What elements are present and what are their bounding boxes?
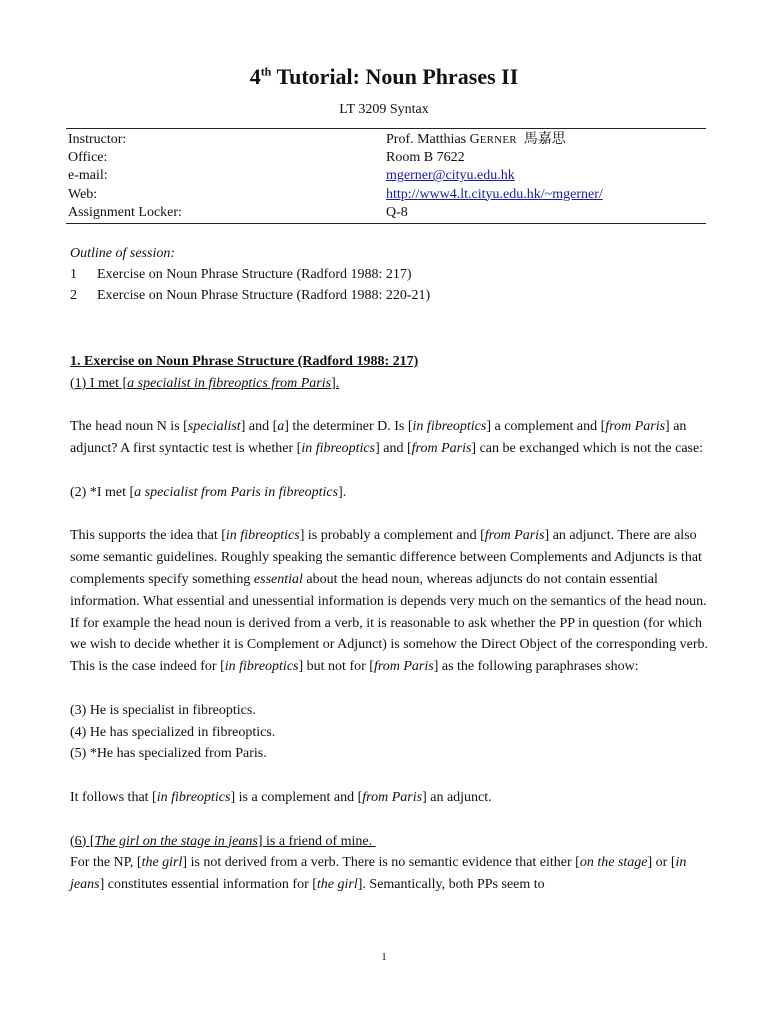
text: ] and [ [240, 419, 278, 435]
term: in fibreoptics [225, 528, 300, 544]
example-text: ]. [338, 484, 347, 500]
example-4: (4) He has specialized in fibreoptics. [70, 724, 276, 740]
example-text: ] is a friend of mine. [257, 833, 376, 849]
term: the girl [141, 855, 183, 871]
term: in fibreoptics [301, 441, 376, 457]
term: a [277, 419, 285, 435]
email-label: e-mail: [68, 168, 108, 184]
spacer [70, 678, 710, 700]
text: ] can be exchanged which is not the case: [471, 441, 704, 457]
example-5: (5) *He has specialized from Paris. [70, 746, 267, 762]
text: ] or [ [647, 855, 676, 871]
main-content [70, 351, 710, 896]
text: This supports the idea that [ [70, 528, 226, 544]
instructor-surname-smallcaps: ERNER [479, 134, 517, 146]
web-label: Web: [68, 186, 98, 202]
spacer [70, 809, 710, 831]
section-heading: 1. Exercise on Noun Phrase Structure (Radford 1988: 217) [70, 354, 419, 369]
outline-heading: Outline of session: [70, 246, 175, 261]
spacer [70, 765, 710, 787]
email-row [66, 167, 706, 185]
outline-item [70, 264, 710, 285]
web-row [66, 186, 706, 204]
term: the girl [316, 877, 358, 893]
term: in jeans [70, 855, 687, 893]
example-phrase: a specialist in fibreoptics from Paris [127, 375, 332, 391]
course-info-table [66, 128, 706, 224]
spacer [70, 504, 710, 526]
term: essential [253, 571, 303, 587]
page-number: 1 [381, 951, 387, 963]
example-phrase: a specialist from Paris in fibreoptics [134, 484, 339, 500]
email-link[interactable]: mgerner@cityu.edu.hk [386, 168, 515, 184]
text: For the NP, [ [70, 855, 142, 871]
title-superscript: th [260, 64, 272, 79]
text: ] and [ [375, 441, 412, 457]
term: from Paris [411, 441, 472, 457]
paragraph-2 [70, 525, 710, 678]
example-text: (1) I met [ [70, 375, 128, 391]
text: ]. Semantically, both PPs seem to [357, 877, 545, 893]
text: ] the determiner D. Is [ [284, 419, 413, 435]
paragraph-1 [70, 416, 710, 460]
text: ] is a complement and [ [230, 789, 363, 805]
spacer [70, 395, 710, 417]
term: in fibreoptics [224, 659, 299, 675]
outline-item-text: Exercise on Noun Phrase Structure (Radford 1988: 220-21) [97, 288, 431, 303]
text: about the head noun, whereas adjuncts do not contain essential information. What essential and unessential information is depends very much on the semantics of the head noun. If for example the head noun is derived from a verb, it is reasonable to ask whether the PP in question (for which we wish to decide whether it is Complement or Adjunct) is somehow the Direct Object of the corresponding verb. This is the case indeed for [ [70, 571, 709, 675]
locker-label: Assignment Locker: [68, 204, 182, 220]
locker-row [66, 204, 706, 222]
course-code: LT 3209 Syntax [339, 102, 429, 117]
term: in fibreoptics [412, 419, 487, 435]
office-row [66, 149, 706, 167]
text: ] as the following paraphrases show: [433, 659, 639, 675]
paragraph-4 [70, 852, 710, 896]
text: It follows that [ [70, 789, 157, 805]
office-label: Office: [68, 150, 108, 166]
instructor-value [386, 131, 706, 149]
text: ] an adjunct. There are also some semantic guidelines. Roughly speaking the semantic difference between Complements and Adjuncts is that complements specify something [70, 528, 702, 587]
text: ] is not derived from a verb. There is no semantic evidence that either [ [182, 855, 580, 871]
title-text: Tutorial: Noun Phrases II [271, 64, 519, 89]
outline-item-number: 1 [70, 267, 77, 282]
example-6 [70, 831, 710, 853]
outline-item-text: Exercise on Noun Phrase Structure (Radford 1988: 217) [97, 267, 412, 282]
page-title [0, 62, 768, 92]
locker-value: Q-8 [386, 204, 408, 220]
text: ] but not for [ [298, 659, 374, 675]
example-text: ]. [331, 375, 340, 391]
instructor-label: Instructor: [68, 132, 127, 147]
paragraph-3 [70, 787, 710, 809]
instructor-row [66, 131, 706, 149]
term: from Paris [484, 528, 545, 544]
title-number: 4 [249, 64, 261, 89]
example-text: (2) *I met [ [70, 484, 135, 500]
example-phrase: The girl on the stage in jeans [94, 833, 258, 849]
term: from Paris [362, 789, 423, 805]
text: The head noun N is [ [70, 419, 188, 435]
outline-item-number: 2 [70, 288, 77, 303]
text: ] an adjunct. [422, 789, 492, 805]
term: in fibreoptics [156, 789, 231, 805]
term: from Paris [605, 419, 666, 435]
office-value: Room B 7622 [386, 150, 465, 166]
term: from Paris [373, 659, 434, 675]
instructor-chinese-name: 馬嘉思 [523, 132, 566, 147]
session-outline [70, 243, 710, 306]
text: ] is probably a complement and [ [299, 528, 485, 544]
term: on the stage [579, 855, 648, 871]
instructor-name: Prof. Matthias G [386, 132, 480, 147]
spacer [70, 460, 710, 482]
example-3: (3) He is specialist in fibreoptics. [70, 702, 256, 718]
text: ] constitutes essential information for [ [99, 877, 317, 893]
term: specialist [187, 419, 241, 435]
text: ] a complement and [ [486, 419, 606, 435]
text: ] an adjunct? A first syntactic test is whether [ [70, 419, 687, 457]
web-link[interactable]: http://www4.lt.cityu.edu.hk/~mgerner/ [386, 186, 603, 202]
example-1 [70, 373, 710, 395]
example-text: (6) [ [70, 833, 95, 849]
outline-item [70, 285, 710, 306]
example-2 [70, 482, 710, 504]
